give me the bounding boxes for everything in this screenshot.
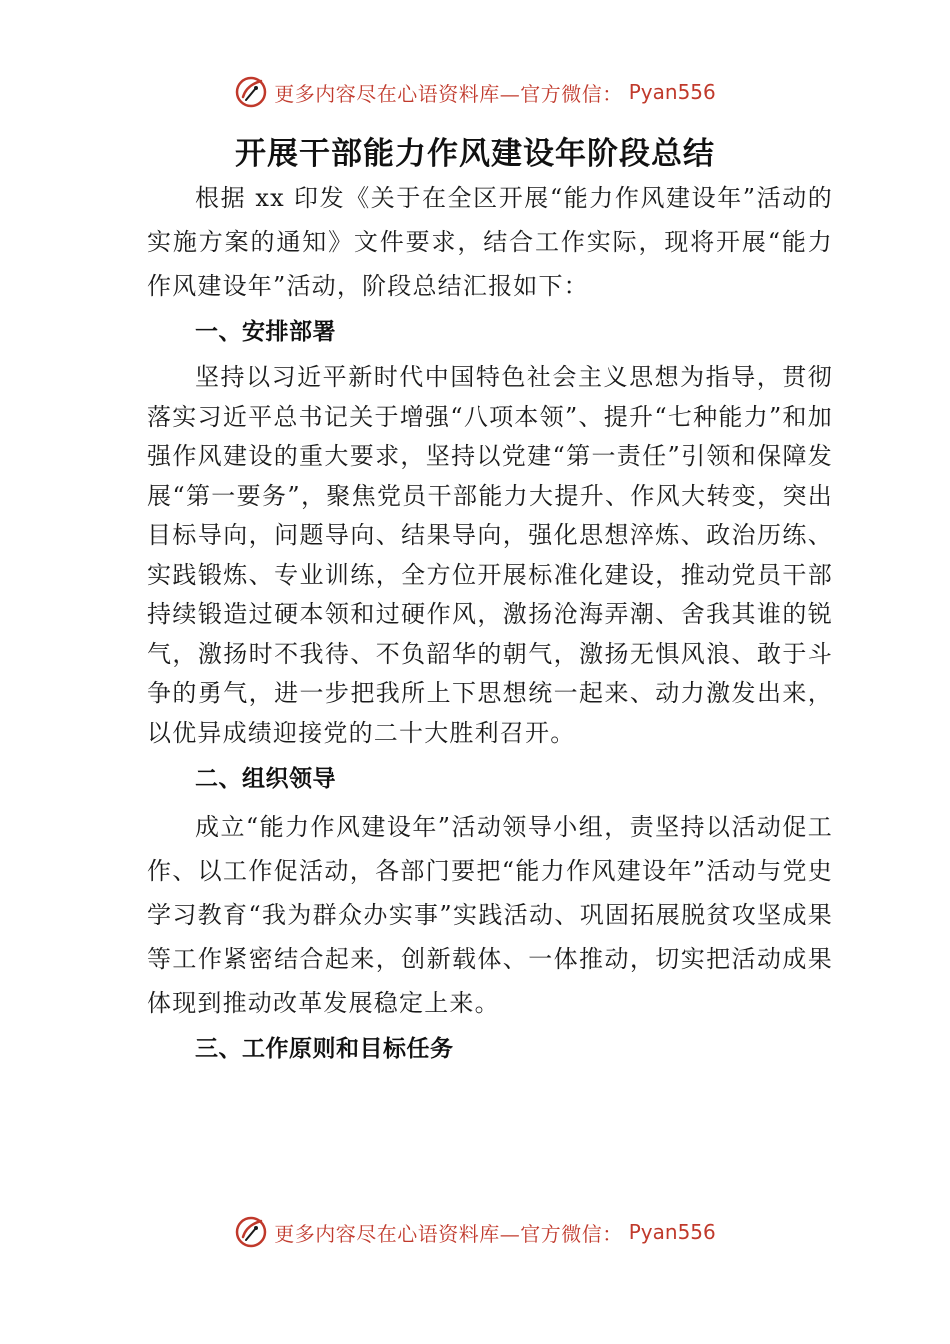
watermark-wechat-id: Pyan556 <box>628 80 716 104</box>
watermark-logo-icon <box>234 75 268 109</box>
section-body-1: 坚持以习近平新时代中国特色社会主义思想为指导，贯彻落实习近平总书记关于增强“八项本领”、提升“七种能力”和加强作风建设的重大要求，坚持以党建“第一责任”引领和保障发展“第一要务”，聚焦党员干部能力大提升、作风大转变，突出目标导向，问题导向、结果导向，强化思想淬炼、政治历练、实践锻炼、专业训练，全方位开展标准化建设，推动党员干部持续锻造过硬本领和过硬作风，激扬沧海弄潮、舍我其谁的锐气，激扬时不我待、不负韶华的朝气，激扬无惧风浪、敢于斗争的勇气，进一步把我所上下思想统一起来、动力激发出来，以优异成绩迎接党的二十大胜利召开。 <box>147 363 833 747</box>
watermark-header <box>0 72 950 112</box>
section-body-2: 成立“能力作风建设年”活动领导小组，责坚持以活动促工作、以工作促活动，各部门要把“能力作风建设年”活动与党史学习教育“我为群众办实事”实践活动、巩固拓展脱贫攻坚成果等工作紧密结合起来，创新载体、一体推动，切实把活动成果体现到推动改革发展稳定上来。 <box>147 813 833 1017</box>
section-heading-3: 三、工作原则和目标任务 <box>195 1036 454 1062</box>
document-title: 开展干部能力作风建设年阶段总结 <box>235 136 715 172</box>
document-body <box>147 176 833 1071</box>
intro-paragraph: 根据 xx 印发《关于在全区开展“能力作风建设年”活动的实施方案的通知》文件要求，结合工作实际，现将开展“能力作风建设年”活动，阶段总结汇报如下： <box>147 184 833 300</box>
section-heading-1: 一、安排部署 <box>195 319 336 345</box>
watermark-logo-icon <box>234 1215 268 1249</box>
watermark-text: 更多内容尽在心语资料库—官方微信： <box>274 1221 623 1246</box>
watermark-wechat-id: Pyan556 <box>628 1220 716 1244</box>
section-heading-2: 二、组织领导 <box>195 766 336 792</box>
watermark-footer <box>0 1212 950 1252</box>
watermark-text: 更多内容尽在心语资料库—官方微信： <box>274 81 623 106</box>
